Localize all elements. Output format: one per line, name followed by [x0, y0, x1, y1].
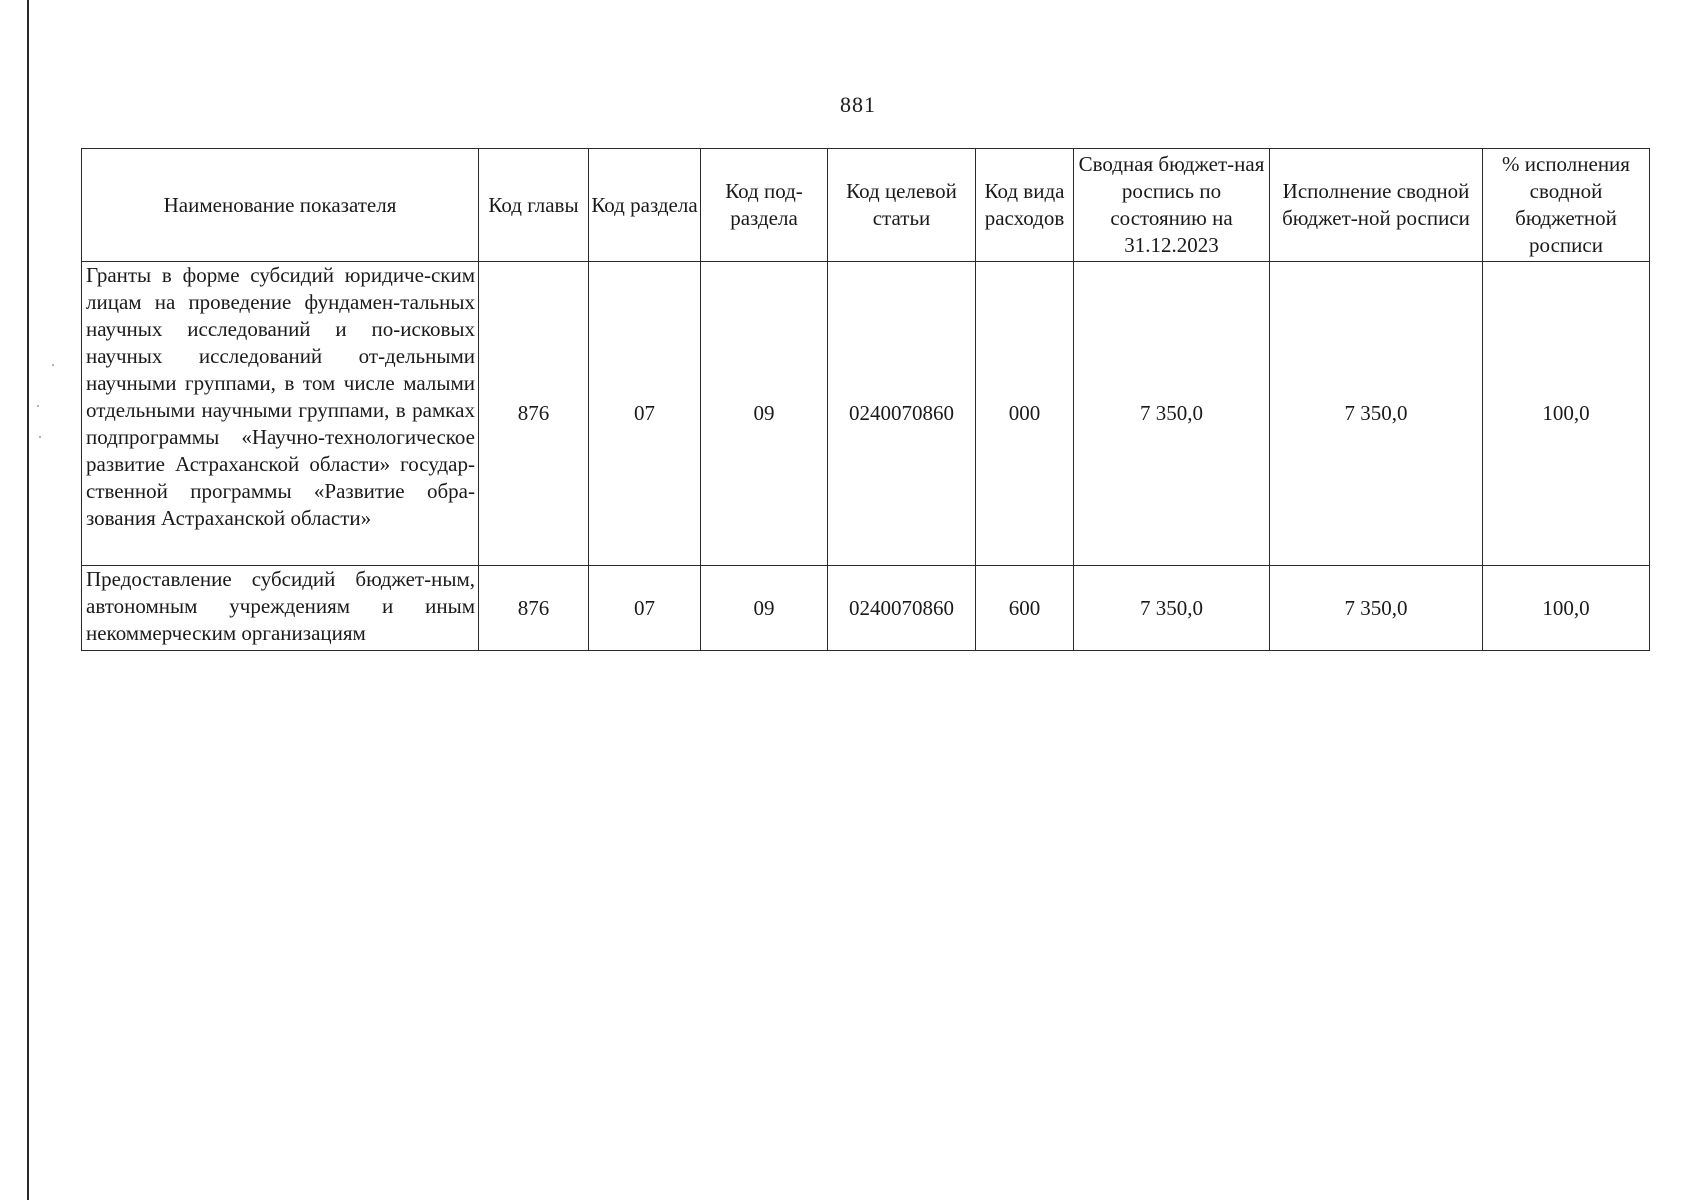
row-name: Гранты в форме субсидий юридиче-ским лицам на проведение фундамен-тальных научных исследований и по-исковых научных исследований от-дельными научными группами, в том числе малыми отдельными научными группами, в рамках подпрограммы «Научно-технологическое развитие Астраханской области» государ-ственной программы «Развитие обра-зования Астраханской области» [82, 262, 479, 566]
row-ispolnenie: 7 350,0 [1270, 566, 1483, 651]
row-podrazdel: 09 [701, 566, 828, 651]
header-glava: Код главы [479, 149, 589, 262]
header-vid: Код вида расходов [976, 149, 1074, 262]
row-razdel: 07 [589, 566, 701, 651]
budget-execution-table [81, 148, 1650, 651]
row-podrazdel: 09 [701, 262, 828, 566]
page-binding-line [27, 0, 29, 1200]
row-ispolnenie: 7 350,0 [1270, 262, 1483, 566]
table-row [82, 566, 1650, 651]
header-razdel: Код раздела [589, 149, 701, 262]
row-procent: 100,0 [1483, 262, 1650, 566]
row-glava: 876 [479, 262, 589, 566]
table-header-row [82, 149, 1650, 262]
row-celevaya: 0240070860 [828, 566, 976, 651]
header-podrazdel: Код под-раздела [701, 149, 828, 262]
row-rospis: 7 350,0 [1074, 262, 1270, 566]
row-razdel: 07 [589, 262, 701, 566]
row-rospis: 7 350,0 [1074, 566, 1270, 651]
header-name: Наименование показателя [82, 149, 479, 262]
scan-speck [39, 436, 41, 438]
row-procent: 100,0 [1483, 566, 1650, 651]
header-ispolnenie: Исполнение сводной бюджет-ной росписи [1270, 149, 1483, 262]
scan-speck [52, 364, 54, 366]
row-glava: 876 [479, 566, 589, 651]
header-celevaya: Код целевой статьи [828, 149, 976, 262]
header-procent: % исполнения сводной бюджетной росписи [1483, 149, 1650, 262]
header-rospis: Сводная бюджет-ная роспись по состоянию на 31.12.2023 [1074, 149, 1270, 262]
row-vid: 000 [976, 262, 1074, 566]
scan-speck [37, 405, 39, 407]
row-vid: 600 [976, 566, 1074, 651]
table-row [82, 262, 1650, 566]
page-number: 881 [840, 92, 876, 117]
row-name: Предоставление субсидий бюджет-ным, автономным учреждениям и иным некоммерческим организациям [82, 566, 479, 651]
row-celevaya: 0240070860 [828, 262, 976, 566]
